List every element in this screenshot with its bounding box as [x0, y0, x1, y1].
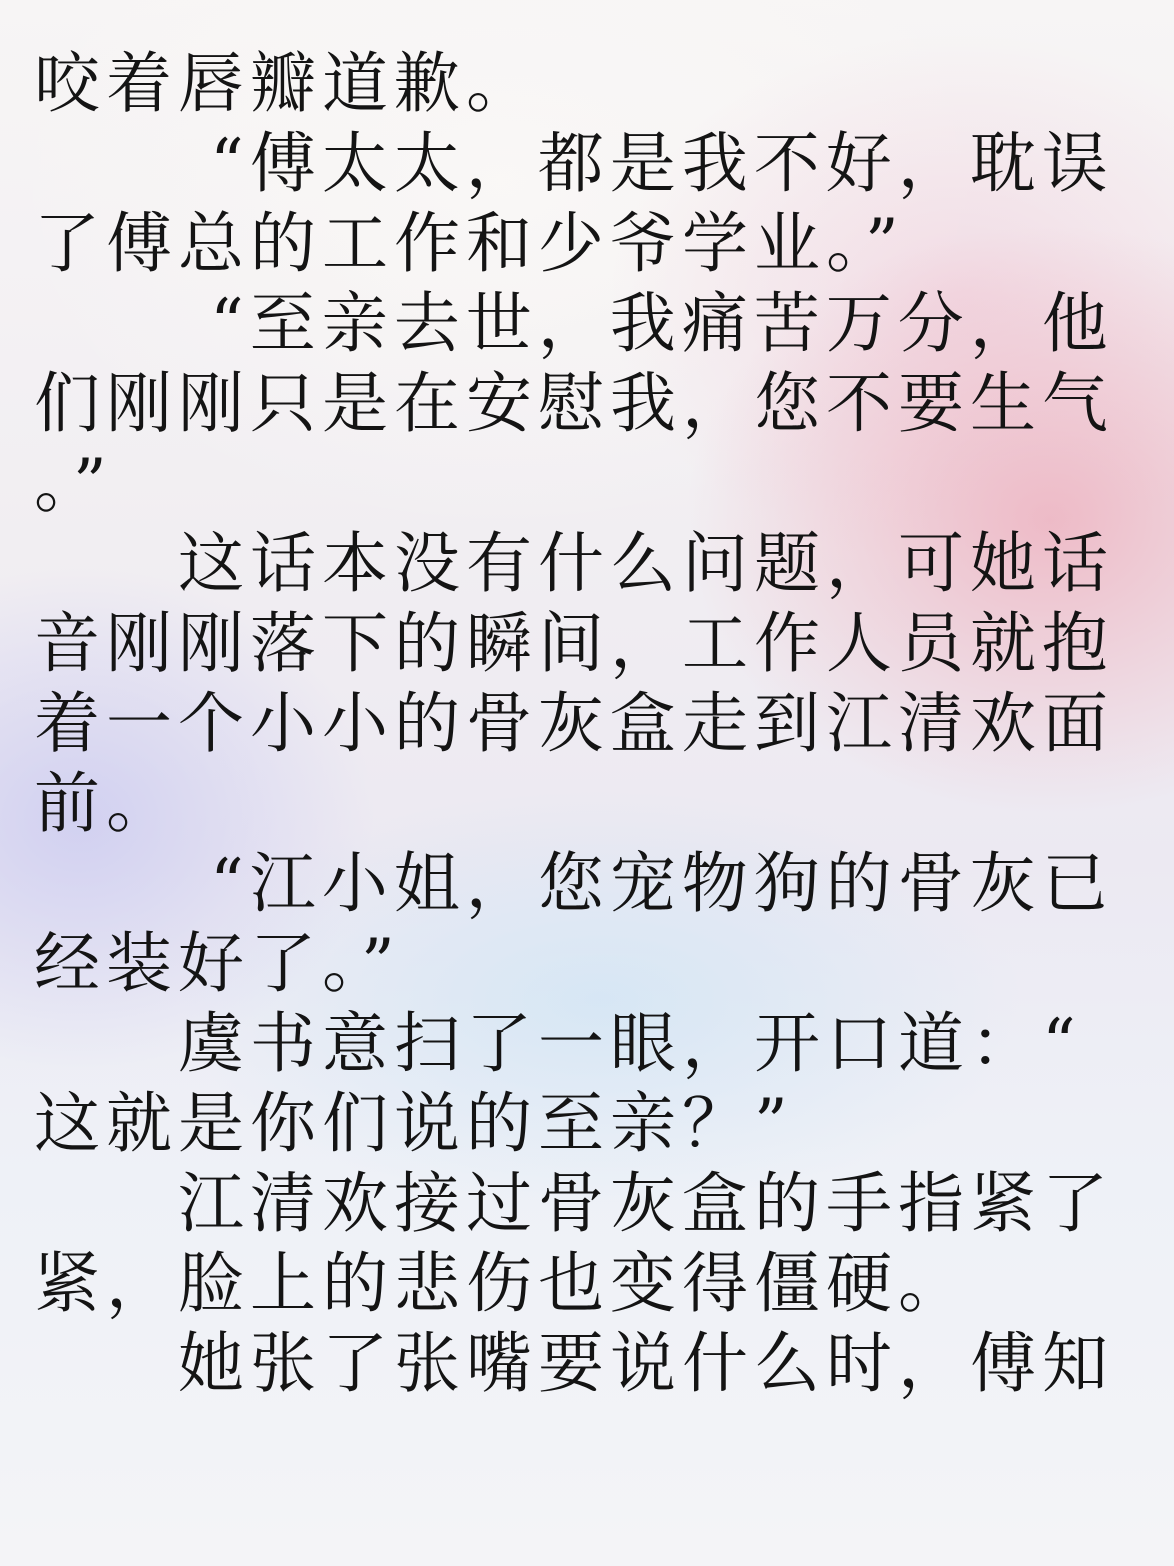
- text-line-1: 咬着唇瓣道歉。: [34, 45, 538, 122]
- text-line-13: 虞书意扫了一眼，开口道：“: [178, 1005, 1082, 1082]
- text-line-4: “至亲去世，我痛苦万分，他: [210, 285, 1114, 362]
- text-line-12: 经装好了。”: [34, 925, 401, 1002]
- text-line-11: “江小姐，您宠物狗的骨灰已: [210, 845, 1114, 922]
- text-line-9: 着一个小小的骨灰盒走到江清欢面: [34, 685, 1114, 762]
- text-line-5: 们刚刚只是在安慰我，您不要生气: [34, 365, 1114, 442]
- text-line-16: 紧，脸上的悲伤也变得僵硬。: [34, 1245, 970, 1322]
- text-line-2: “傅太太，都是我不好，耽误: [210, 125, 1114, 202]
- text-line-10: 前。: [34, 765, 178, 842]
- novel-text: [34, 44, 1124, 1404]
- text-line-15: 江清欢接过骨灰盒的手指紧了: [178, 1165, 1114, 1242]
- text-line-7: 这话本没有什么问题，可她话: [178, 525, 1114, 602]
- text-line-8: 音刚刚落下的瞬间，工作人员就抱: [34, 605, 1114, 682]
- text-line-3: 了傅总的工作和少爷学业。”: [34, 205, 905, 282]
- text-line-17: 她张了张嘴要说什么时，傅知: [178, 1325, 1114, 1402]
- text-line-14: 这就是你们说的至亲？”: [34, 1085, 794, 1162]
- text-line-6: 。”: [34, 445, 113, 522]
